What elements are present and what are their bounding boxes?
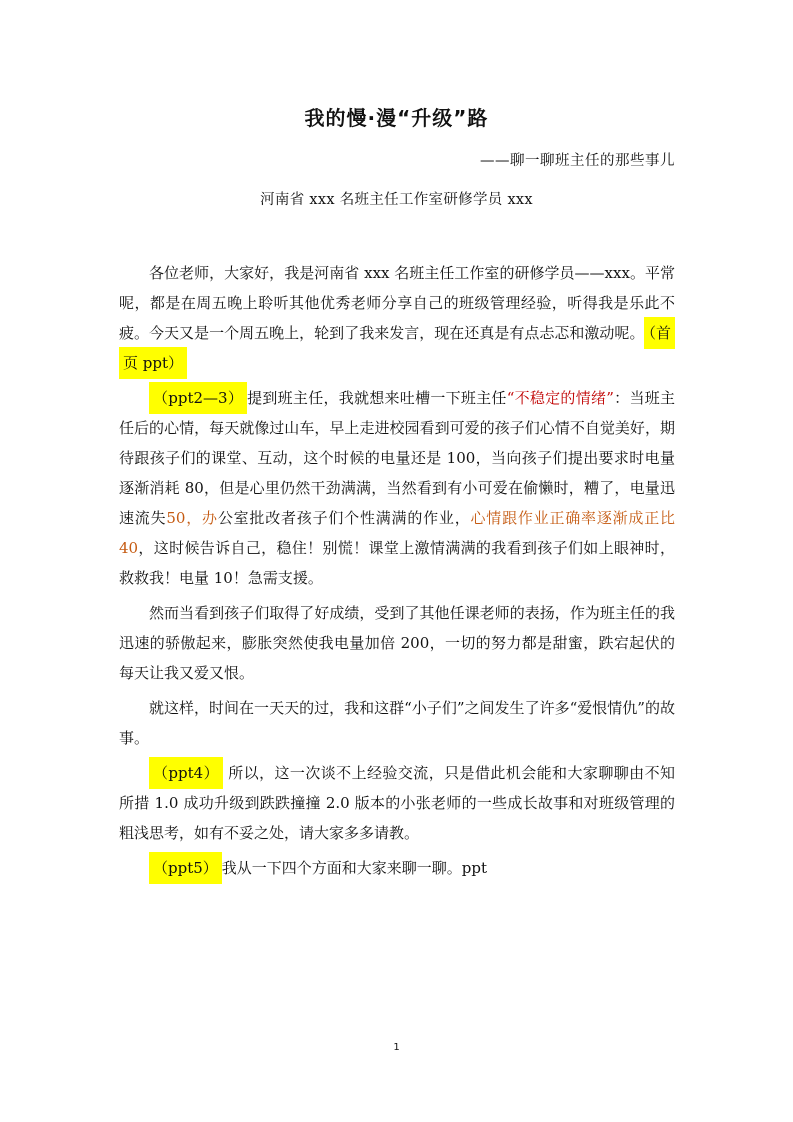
- paragraph-2: [119, 383, 675, 593]
- emphasis-orange-text: 50，办: [166, 509, 218, 527]
- paragraph-text: 然而当看到孩子们取得了好成绩，受到了其他任课老师的表扬，作为班主任的我迅速的骄傲起来，膨胀突然使我电量加倍 200，一切的努力都是甜蜜，跌宕起伏的每天让我又爱又恨。: [119, 604, 675, 682]
- document-subtitle: ——聊一聊班主任的那些事儿: [480, 153, 675, 169]
- paragraph-text: 就这样，时间在一天天的过，我和这群“小子们”之间发生了许多“爱恨情仇”的故事。: [119, 699, 675, 747]
- document-body: [119, 258, 675, 883]
- page-number: 1: [393, 1042, 400, 1053]
- ppt-marker: （ppt5）: [149, 852, 222, 884]
- paragraph-6: [119, 853, 675, 883]
- paragraph-text: 各位老师，大家好，我是河南省 xxx 名班主任工作室的研修学员——xxx。平常呢，都是在周五晚上聆听其他优秀老师分享自己的班级管理经验，听得我是乐此不疲。今天又是一个周五晚上，轮到了我来发言，现在还真是有点忐忑和激动呢。: [119, 264, 675, 342]
- paragraph-3: [119, 598, 675, 688]
- paragraph-text: ：当班主任后的心情，每天就像过山车，早上走进校园看到可爱的孩子们心情不自觉美好，期待跟孩子们的课堂、互动，这个时候的电量还是 100，当向孩子们提出要求时电量逐渐消耗 80，但是心里仍然干劲满满，当然看到有小可爱在偷懒时，糟了，电量迅速流失: [119, 389, 675, 527]
- paragraph-4: [119, 693, 675, 753]
- emphasis-red-text: “不稳定的情绪”: [506, 389, 614, 407]
- ppt-marker: （ppt2—3）: [149, 382, 247, 414]
- ppt-marker: （首页 ppt）: [119, 317, 675, 379]
- paragraph-1: [119, 258, 675, 378]
- author-line: 河南省 xxx 名班主任工作室研修学员 xxx: [260, 192, 533, 208]
- paragraph-text: 所以，这一次谈不上经验交流，只是借此机会能和大家聊聊由不知所措 1.0 成功升级到跌跌撞撞 2.0 版本的小张老师的一些成长故事和对班级管理的粗浅思考，如有不妥之处，请大家多多请教。: [119, 764, 675, 842]
- document-title: 我的慢·漫“升级”路: [304, 106, 489, 130]
- ppt-marker: （ppt4）: [149, 757, 223, 789]
- paragraph-text: 我从一下四个方面和大家来聊一聊。ppt: [221, 859, 488, 877]
- paragraph-text: 提到班主任，我就想来吐槽一下班主任: [247, 389, 507, 407]
- emphasis-orange-text: 心情跟作业正确率逐渐成正比 40: [119, 509, 675, 557]
- paragraph-5: [119, 758, 675, 848]
- paragraph-text: 公室批改者孩子们个性满满的作业，: [217, 509, 471, 527]
- paragraph-text: ，这时候告诉自己，稳住！别慌！课堂上激情满满的我看到孩子们如上眼神时，救救我！电量 10！急需支援。: [119, 539, 675, 587]
